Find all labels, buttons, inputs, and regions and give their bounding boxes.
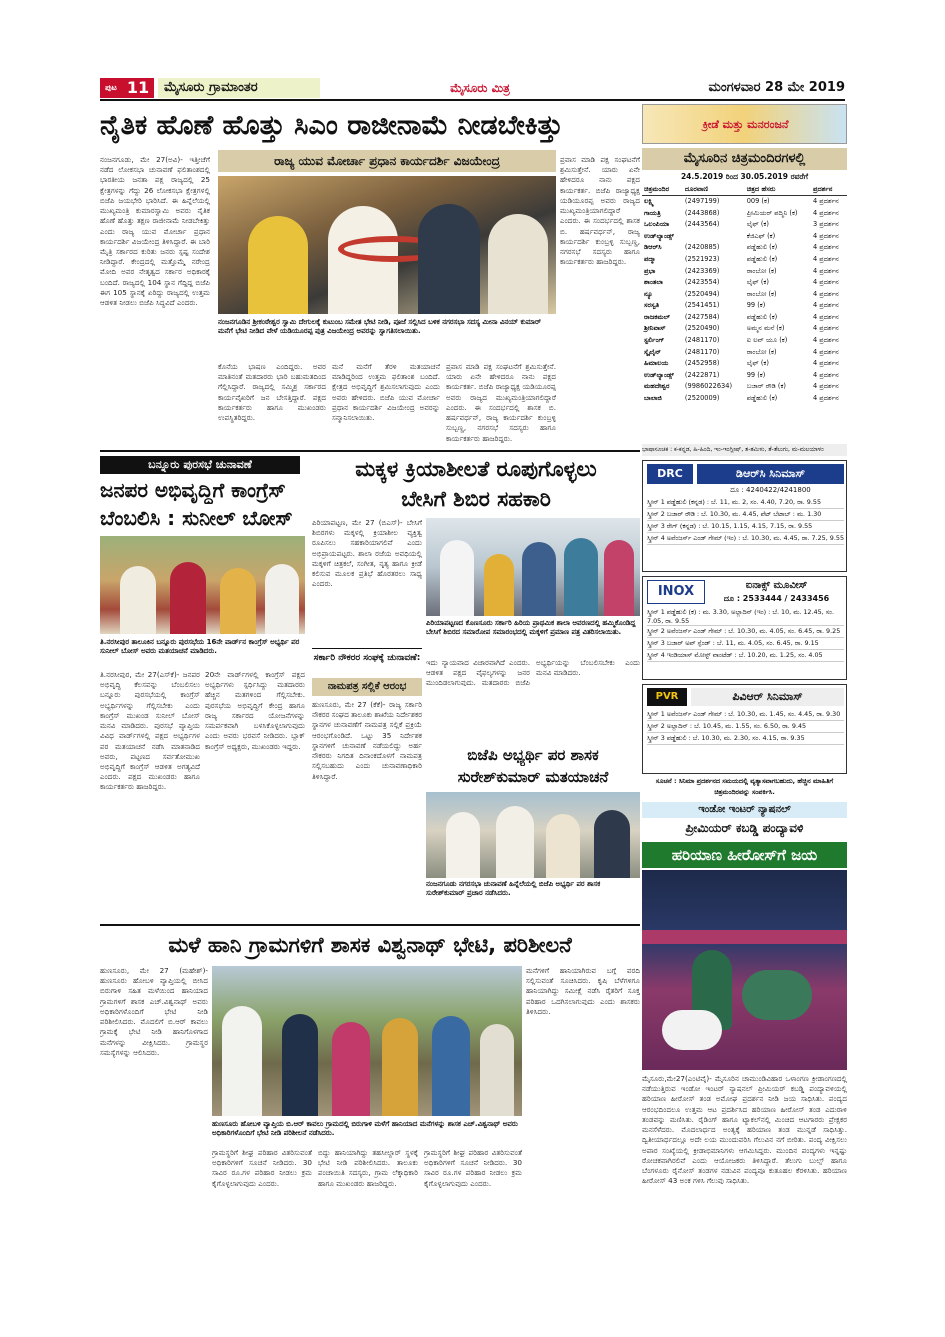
cinema-film: ಐ ಲವ್ ಯೂ (ಕ): [746, 336, 788, 345]
cinema-film: ಪಡ್ಡೆಹುಲಿ (ಕ): [746, 312, 778, 321]
cinema-shows: 4 ಪ್ರದರ್ಶನ: [812, 324, 839, 333]
cinema-theatre: ಶಾಂತಲಾ: [644, 278, 663, 287]
cinema-date-range: 24.5.2019 ರಿಂದ 30.05.2019 ರವರೆಗೆ: [680, 172, 809, 181]
lead-photo-caption: ನಂಜನಗೂಡಿನ ಶ್ರೀಕಂಠೇಶ್ವರ ಸ್ವಾಮಿ ದೇಗುಲಕ್ಕೆ ಕುಟುಂಬ ಸಮೇತ ಭೇಟಿ ನೀಡಿ, ಪೂಜೆ ಸಲ್ಲಿಸಿದ ಬಳಿಕ ನಗರಸಭಾ ಸದಸ್ಯ ಮೀನಾ ವಿನಯ್ ಕುಮಾರ್ ಮನೆಗೆ ಭೇಟಿ ನೀಡಿದ ವೇಳೆ ಯಡಿಯೂರಪ್ಪ ಪುತ್ರ ವಿಜಯೇಂದ್ರ ಅವರನ್ನು ಸ್ವಾಗತಿಸಲಾಯಿತು.: [218, 318, 541, 336]
cinema-title: ಮೈಸೂರಿನ ಚಿತ್ರಮಂದಿರಗಳಲ್ಲಿ: [642, 148, 847, 170]
drc-logo: DRC: [647, 464, 693, 484]
cinema-shows: 4 ಪ್ರದರ್ಶನ: [812, 370, 839, 379]
job-rule: [312, 648, 422, 649]
cinema-row: [642, 196, 847, 208]
rain-column-3: ಬಿದ್ದು ಹಾನಿಯಾಗಿದ್ದು ತಹಸೀಲ್ದಾರ್ ಸ್ಥಳಕ್ಕೆ ಭೇಟಿ ನೀಡಿ ಪರಿಶೀಲಿಸಿದರು. ತಾಲೂಕು ಪಂಚಾಯಿತಿ ಸದಸ್ಯರು, ಗ್ರಾಮ ಲೆಕ್ಕಾಧಿಕಾರಿ ಹಾಗೂ ಮುಖಂಡರು ಹಾಜರಿದ್ದರು.: [318, 1148, 418, 1188]
cinema-row: [642, 370, 847, 382]
cinema-legend: ಭಾಷಾಸೂಚಕ : ಕ-ಕನ್ನಡ, ಹಿ-ಹಿಂದಿ, ಇಂ-ಇಂಗ್ಲೀಷ್, ತ-ತಮಿಳು, ತೆ-ತೆಲುಗು, ಮ-ಮಲಯಾಳಂ: [642, 444, 847, 456]
lead-headline: ನೈತಿಕ ಹೊಣೆ ಹೊತ್ತು ಸಿಎಂ ರಾಜೀನಾಮೆ ನೀಡಬೇಕಿತ್ತು: [100, 110, 563, 141]
cinema-film: 99 (ಕ): [746, 301, 766, 310]
lead-column-2: ಕೊನೆಯ ಭಾಷಣ ಎಂದಿದ್ದರು. ಅವರ ಮಾತಿನಂತೆ ಮತದಾರರು ಭಾರಿ ಬಹುಮತದಿಂದ ಗೆಲ್ಲಿಸಿದ್ದಾರೆ. ರಾಜ್ಯದಲ್ಲಿ ಸಮ್ಮಿಶ್ರ ಸರ್ಕಾರದ ಕಾರ್ಯವೈಖರಿಗೆ ಜನ ಬೇಸತ್ತಿದ್ದಾರೆ. ಪಕ್ಷದ ಕಾರ್ಯಕರ್ತರು ಹಾಗೂ ಮುಖಂಡರು ಉಪಸ್ಥಿತರಿದ್ದರು.: [218, 362, 326, 423]
cinema-theatre: ಶ್ರೀನಿವಾಸ್: [644, 324, 666, 333]
drc-phone: ದೂ : 4240422/4241800: [730, 486, 811, 494]
cinema-theatre: ಪದ್ಮಾ: [644, 254, 656, 263]
cinema-row: [642, 288, 847, 300]
cinema-row: [642, 265, 847, 277]
rain-column-1: ಹುಣಸೂರು, ಮೇ 27 (ಮಹೇಶ್)- ಹುಣಸೂರು ಹೋಬಳಿ ವ್ಯಾಪ್ತಿಯಲ್ಲಿ ಬೀಸಿದ ಬಿರುಗಾಳಿ ಸಹಿತ ಮಳೆಯಿಂದ ಹಾನಿಯಾದ ಗ್ರಾಮಗಳಿಗೆ ಶಾಸಕ ಎಚ್.ವಿಶ್ವನಾಥ್ ಅವರು ಅಧಿಕಾರಿಗಳೊಂದಿಗೆ ಭೇಟಿ ನೀಡಿ ಪರಿಶೀಲಿಸಿದರು. ಮೊದಲಿಗೆ ಬಿ.ಆರ್ ಕಾವಲು ಗ್ರಾಮಕ್ಕೆ ಭೇಟಿ ನೀಡಿ ಹಾನಿಗೊಳಗಾದ ಮನೆಗಳನ್ನು ವೀಕ್ಷಿಸಿದರು. ಗ್ರಾಮಸ್ಥರ ಸಮಸ್ಯೆಗಳನ್ನು ಆಲಿಸಿದರು.: [100, 966, 208, 1057]
sunil-kicker: ಬನ್ನೂರು ಪುರಸಭೆ ಚುನಾವಣೆ: [100, 456, 300, 474]
cinema-shows: 4 ಪ್ರದರ್ಶನ: [812, 359, 839, 368]
col-shows: ಪ್ರದರ್ಶನ: [812, 185, 833, 194]
cinema-phone: (2521923): [684, 254, 720, 263]
col-film: ಚಿತ್ರದ ಹೆಸರು: [746, 185, 776, 194]
cinema-shows: 4 ಪ್ರದರ್ಶನ: [812, 231, 839, 240]
col-theatre: ಚಿತ್ರಮಂದಿರ: [644, 185, 670, 194]
showtime-row: ಸ್ಕ್ರೀನ್ 2 ಅವೆಂಜರ್ಸ್ ಎಂಡ್ ಗೇಮ್ : ಬೆ. 10.30, ಮ. 4.05, ಸಂ. 6.45, ರಾ. 9.25: [647, 626, 844, 638]
cinema-theatre: ಹಿಮಾಲಯ: [644, 359, 669, 368]
cinema-shows: 4 ಪ್ರದರ್ಶನ: [812, 289, 839, 298]
drc-ad: [642, 460, 847, 572]
cinema-table-wrap: [642, 184, 847, 442]
cinema-phone: (2541451): [684, 301, 720, 310]
inox-title: ಐನಾಕ್ಸ್ ಮೂವೀಸ್: [745, 580, 808, 591]
rain-column-4: ಮನೆಗಳಿಗೆ ಹಾನಿಯಾಗಿರುವ ಬಗ್ಗೆ ವರದಿ ಸಲ್ಲಿಸುವಂತೆ ಸೂಚಿಸಿದರು. ಕೃಷಿ ಬೆಳೆಗಳಿಗೂ ಹಾನಿಯಾಗಿದ್ದು ಸಮೀಕ್ಷೆ ನಡೆಸಿ ರೈತರಿಗೆ ಸೂಕ್ತ ಪರಿಹಾರ ಒದಗಿಸಲಾಗುವುದು ಎಂದು ಶಾಸಕರು ತಿಳಿಸಿದರು.: [526, 966, 640, 1016]
cinema-film: ರಾಂಬೋ (ಕ): [746, 347, 777, 356]
cinema-shows: 4 ಪ್ರದರ್ಶನ: [812, 394, 839, 403]
cinema-film: ರಾಂಬೋ (ಕ): [746, 289, 777, 298]
job-headline: ನಾಮಪತ್ರ ಸಲ್ಲಿಕೆ ಆರಂಭ: [312, 678, 422, 696]
cinema-phone: [683, 230, 745, 242]
cinema-row: [642, 230, 847, 242]
cinema-film: ಪ್ರೀಮಿಯರ್ ಪದ್ಮಿನಿ (ಕ): [746, 208, 798, 217]
cinema-film: ಲೈಫ್ (ಕ): [746, 359, 769, 368]
cinema-row: [642, 219, 847, 231]
cinema-row: [642, 346, 847, 358]
rain-headline: ಮಳೆ ಹಾನಿ ಗ್ರಾಮಗಳಿಗೆ ಶಾಸಕ ವಿಶ್ವನಾಥ್ ಭೇಟಿ, ಪರಿಶೀಲನೆ: [168, 933, 572, 957]
cinema-film: 009 (ಕ): [746, 197, 770, 206]
lead-column-4: ಪ್ರವಾಸ ಮಾಡಿ ಪಕ್ಷ ಸಂಘಟನೆಗೆ ಶ್ರಮಿಸುತ್ತೇನೆ. ಯಾರು ಏನೇ ಹೇಳಿದರೂ ನಾನು ಪಕ್ಷದ ಕಾರ್ಯಕರ್ತ. ಬಿಜೆಪಿ ರಾಜ್ಯಾಧ್ಯಕ್ಷ ಯಡಿಯೂರಪ್ಪ ಅವರು ರಾಜ್ಯದ ಮುಖ್ಯಮಂತ್ರಿಯಾಗಲಿದ್ದಾರೆ ಎಂದರು. ಈ ಸಂದರ್ಭದಲ್ಲಿ ಶಾಸಕ ಬಿ. ಹರ್ಷವರ್ಧನ್, ರಾಜ್ಯ ಕಾರ್ಯದರ್ಶಿ ಕುಂಬ್ರಳ್ಳಿ ಸುಬ್ಬಣ್ಣ, ನಗರಸಭೆ ಸದಸ್ಯರು ಹಾಗೂ ಕಾರ್ಯಕರ್ತರು ಹಾಜರಿದ್ದರು.: [446, 362, 556, 443]
sunil-headline-1: ಜನಪರ ಅಭಿವೃದ್ಧಿಗೆ ಕಾಂಗ್ರೆಸ್: [100, 478, 286, 502]
sunil-column-1: ತಿ.ನರಸೀಪುರ, ಮೇ 27(ಎಸ್‌ಕೆ)- ಜನಪರ ಅಭಿವೃದ್ಧಿ ಕೆಲಸವನ್ನು ಬೆಂಬಲಿಸಲು ಬನ್ನೂರು ಪುರಸಭೆಯಲ್ಲಿ ಕಾಂಗ್ರೆಸ್ ಅಭ್ಯರ್ಥಿಗಳನ್ನು ಗೆಲ್ಲಿಸಬೇಕು ಎಂದು ಕಾಂಗ್ರೆಸ್ ಮುಖಂಡ ಸುನೀಲ್ ಬೋಸ್ ಮನವಿ ಮಾಡಿದರು. ಪುರಸಭೆ ವ್ಯಾಪ್ತಿಯ ವಿವಿಧ ವಾರ್ಡ್‌ಗಳಲ್ಲಿ ಪಕ್ಷದ ಅಭ್ಯರ್ಥಿಗಳ ಪರ ಮತಯಾಚನೆ ನಡೆಸಿ ಮಾತನಾಡಿದ ಅವರು, ಪಟ್ಟಣದ ಸರ್ವತೋಮುಖ ಅಭಿವೃದ್ಧಿಗೆ ಕಾಂಗ್ರೆಸ್ ಆಡಳಿತ ಅಗತ್ಯವಿದೆ ಎಂದರು. ಪಕ್ಷದ ಮುಖಂಡರು ಹಾಗೂ ಕಾರ್ಯಕರ್ತರು ಹಾಜರಿದ್ದರು.: [100, 670, 200, 792]
sports-banner-label: ಕ್ರೀಡೆ ಮತ್ತು ಮನರಂಜನೆ: [702, 118, 789, 131]
showtime-row: ಸ್ಕ್ರೀನ್ 3 ಪಡ್ಡೆಹುಲಿ : ಬೆ. 10.30, ಮ. 2.30, ಸಂ. 4.15, ರಾ. 9.35: [647, 733, 844, 745]
cinema-phone: (2423369): [684, 266, 720, 275]
sports-banner: [642, 104, 847, 144]
inox-phone: ದೂ : 2533444 / 2433456: [723, 594, 830, 603]
header-rule: [100, 99, 845, 101]
camp-photo: [426, 518, 640, 616]
cinema-phone: (2520009): [684, 394, 720, 403]
bottom-rule: [100, 924, 640, 926]
cinema-theatre: ಉಡ್‌ಲ್ಯಾಂಡ್ಸ್: [644, 370, 674, 379]
camp-body: ಪಿರಿಯಾಪಟ್ಟಣ, ಮೇ 27 (ಬಿಎಸ್)- ಬೇಸಿಗೆ ಶಿಬಿರಗಳು ಮಕ್ಕಳಲ್ಲಿ ಕ್ರಿಯಾಶೀಲ ವ್ಯಕ್ತಿತ್ವ ರೂಪಿಸಲು ಸಹಕಾರಿಯಾಗಲಿವೆ ಎಂದು ಅಭಿಪ್ರಾಯಪಟ್ಟರು. ಶಾಲಾ ರಜೆಯ ಅವಧಿಯಲ್ಲಿ ಮಕ್ಕಳಿಗೆ ಚಿತ್ರಕಲೆ, ಸಂಗೀತ, ನೃತ್ಯ ಹಾಗೂ ಕ್ರೀಡೆ ಕಲಿಸುವ ಮೂಲಕ ಪ್ರತಿಭೆ ಹೊರತರಲು ಸಾಧ್ಯ ಎಂದರು.: [312, 518, 422, 589]
cinema-theatre: ಡಿಆರ್‌ಸಿ: [644, 243, 662, 252]
camp-headline-1: ಮಕ್ಕಳ ಕ್ರಿಯಾಶೀಲತೆ ರೂಪುಗೊಳ್ಳಲು: [355, 457, 597, 481]
cinema-film: ಪಡ್ಡೆಹುಲಿ (ಕ): [746, 243, 778, 252]
sunil-headline-2: ಬೆಂಬಲಿಸಿ : ಸುನೀಲ್ ಬೋಸ್: [100, 506, 293, 530]
cinema-row: [642, 323, 847, 335]
lead-photo: [218, 176, 556, 314]
showtime-row: ಸ್ಕ್ರೀನ್ 3 ರೇಗ್ (ಕನ್ನಡ) : ಬೆ. 10.15, 1.15, 4.15, 7.15, ರಾ. 9.55: [647, 521, 844, 533]
showtime-row: ಸ್ಕ್ರೀನ್ 4 ಇಂಡಿಯಾಸ್ ಮೋಸ್ಟ್ ವಾಂಟೆಡ್ : ಬೆ. 10.20, ಮ. 1.25, ಸಂ. 4.05: [647, 650, 844, 662]
cinema-shows: 4 ಪ್ರದರ್ಶನ: [812, 208, 839, 217]
sunil-column-2: 20ನೇ ವಾರ್ಡ್‌ಗಳಲ್ಲಿ ಕಾಂಗ್ರೆಸ್ ಪಕ್ಷದ ಅಭ್ಯರ್ಥಿಗಳು ಸ್ಪರ್ಧಿಸಿದ್ದು ಮತದಾರರು ಹೆಚ್ಚಿನ ಮತಗಳಿಂದ ಗೆಲ್ಲಿಸಬೇಕು. ಪುರಸಭೆಯ ಅಭಿವೃದ್ಧಿಗೆ ಕೇಂದ್ರ ಹಾಗೂ ರಾಜ್ಯ ಸರ್ಕಾರದ ಯೋಜನೆಗಳನ್ನು ಸಮರ್ಪಕವಾಗಿ ಬಳಸಿಕೊಳ್ಳಲಾಗುವುದು ಎಂದು ಅವರು ಭರವಸೆ ನೀಡಿದರು. ಬ್ಲಾಕ್ ಕಾಂಗ್ರೆಸ್ ಅಧ್ಯಕ್ಷರು, ಮುಖಂಡರು ಇದ್ದರು.: [205, 670, 305, 751]
rain-column-2: ಗ್ರಾಮಸ್ಥರಿಗೆ ಶೀಘ್ರ ಪರಿಹಾರ ವಿತರಿಸುವಂತೆ ಅಧಿಕಾರಿಗಳಿಗೆ ಸೂಚನೆ ನೀಡಿದರು. 30 ಸಾವಿರ ರೂ.ಗಳ ಪರಿಹಾರ ನೀಡಲು ಕ್ರಮ ಕೈಗೊಳ್ಳಲಾಗುವುದು ಎಂದರು.: [212, 1148, 312, 1188]
cinema-table: [642, 184, 847, 404]
cinema-shows: 4 ಪ್ರದರ್ಶನ: [812, 336, 839, 345]
cinema-phone: (2520490): [684, 324, 720, 333]
suresh-photo: [426, 792, 640, 878]
cinema-theatre: ಸರಸ್ವತಿ: [644, 301, 660, 310]
kabaddi-photo: [642, 870, 847, 1070]
lead-column-1: ನಂಜನಗೂಡು, ಮೇ 27(ಅವಿ)- ಇತ್ತೀಚೆಗೆ ನಡೆದ ಲೋಕಸಭಾ ಚುನಾವಣೆ ಫಲಿತಾಂಶದಲ್ಲಿ ಭಾರತೀಯ ಜನತಾ ಪಕ್ಷ ರಾಜ್ಯದಲ್ಲಿ 25 ಕ್ಷೇತ್ರಗಳನ್ನು ಗೆದ್ದು 26 ಲೋಕಸಭಾ ಕ್ಷೇತ್ರಗಳಲ್ಲಿ ಬಿಜೆಪಿ ಜಯಭೇರಿ ಭಾರಿಸಿದೆ. ಈ ಹಿನ್ನೆಲೆಯಲ್ಲಿ ಮುಖ್ಯಮಂತ್ರಿ ಕುಮಾರಸ್ವಾಮಿ ಅವರು ನೈತಿಕ ಹೊಣೆ ಹೊತ್ತು ತಕ್ಷಣ ರಾಜೀನಾಮೆ ನೀಡಬೇಕಿತ್ತು ಎಂದು ರಾಜ್ಯ ಯುವ ಮೋರ್ಚಾ ಪ್ರಧಾನ ಕಾರ್ಯದರ್ಶಿ ವಿಜಯೇಂದ್ರ ತಿಳಿಸಿದ್ದಾರೆ. ಈ ಬಾರಿ ಮೈತ್ರಿ ಸರ್ಕಾರದ ಕುರಿತು ಜನರು ಸ್ಪಷ್ಟ ಸಂದೇಶ ನೀಡಿದ್ದಾರೆ. ಕೇಂದ್ರದಲ್ಲಿ ಮತ್ತೊಮ್ಮೆ ನರೇಂದ್ರ ಮೋದಿ ಅವರ ನೇತೃತ್ವದ ಸರ್ಕಾರ ಅಧಿಕಾರಕ್ಕೆ ಬಂದಿದೆ. ರಾಜ್ಯದಲ್ಲಿ 104 ಸ್ಥಾನ ಗೆದ್ದಿದ್ದ ಬಿಜೆಪಿ ಈಗ 105 ಸ್ಥಾನಕ್ಕೆ ಏರಿದ್ದು ರಾಜ್ಯದಲ್ಲಿ ಉತ್ತಮ ಆಡಳಿತ ನೀಡಲು ಬಿಜೆಪಿ ಸಿದ್ಧವಿದೆ ಎಂದರು.: [100, 155, 210, 308]
pvr-ad: [642, 684, 847, 774]
cinema-row: [642, 277, 847, 289]
cinema-shows: 4 ಪ್ರದರ್ಶನ: [812, 197, 839, 206]
cinema-theatre: ಸ್ಟರ್ಲಿಂಗ್: [644, 336, 665, 345]
suresh-photo-caption: ನಂಜನಗೂಡು ನಗರಸಭಾ ಚುನಾವಣೆ ಹಿನ್ನೆಲೆಯಲ್ಲಿ ಬಿಜೆಪಿ ಅಭ್ಯರ್ಥಿ ಪರ ಶಾಸಕ ಸುರೇಶ್‌ಕುಮಾರ್ ಪ್ರಚಾರ ನಡೆಸಿದರು.: [426, 880, 601, 898]
page-number: 11: [122, 78, 154, 98]
mid-rule: [100, 450, 640, 452]
cinema-shows: 4 ಪ್ರದರ್ಶನ: [812, 301, 839, 310]
cinema-phone: (2481170): [684, 336, 720, 345]
cinema-film: ಪಡ್ಡೆಹುಲಿ (ಕ): [746, 254, 778, 263]
cinema-theatre: ಮಹದೇಶ್ವರ: [644, 382, 670, 391]
cinema-row: [642, 207, 847, 219]
cinema-shows: 4 ಪ್ರದರ್ಶನ: [812, 347, 839, 356]
lead-subhead: ರಾಜ್ಯ ಯುವ ಮೋರ್ಚಾ ಪ್ರಧಾನ ಕಾರ್ಯದರ್ಶಿ ವಿಜಯೇಂದ್ರ: [218, 150, 556, 172]
cinema-film: ಲೈಫ್ (ಕ): [746, 278, 769, 287]
cinema-phone: (2427584): [684, 312, 720, 321]
cinema-phone: (2422871): [684, 370, 720, 379]
cinema-film: ಕೆಜಿಎಫ್ (ಕ): [746, 231, 776, 240]
job-body: ಹುಣಸೂರು, ಮೇ 27 (ಕೆಕೆ)- ರಾಜ್ಯ ಸರ್ಕಾರಿ ನೌಕರರ ಸಂಘದ ತಾಲೂಕು ಶಾಖೆಯ ನಿರ್ದೇಶಕರ ಸ್ಥಾನಗಳ ಚುನಾವಣೆಗೆ ನಾಮಪತ್ರ ಸಲ್ಲಿಕೆ ಪ್ರಕ್ರಿಯೆ ಆರಂಭಗೊಂಡಿದೆ. ಒಟ್ಟು 35 ನಿರ್ದೇಶಕ ಸ್ಥಾನಗಳಿಗೆ ಚುನಾವಣೆ ನಡೆಯಲಿದ್ದು ಅರ್ಹ ನೌಕರರು ನಿಗದಿತ ದಿನಾಂಕದೊಳಗೆ ನಾಮಪತ್ರ ಸಲ್ಲಿಸಬಹುದು ಎಂದು ಚುನಾವಣಾಧಿಕಾರಿ ತಿಳಿಸಿದ್ದಾರೆ.: [312, 700, 422, 781]
showtime-row: ಸ್ಕ್ರೀನ್ 1 ಅವೆಂಜರ್ಸ್ ಎಂಡ್ ಗೇಮ್ : ಬೆ. 10.30, ಮ. 1.45, ಸಂ. 4.45, ರಾ. 9.30: [647, 709, 844, 721]
cinema-row: [642, 300, 847, 312]
issue-date: ಮಂಗಳವಾರ 28 ಮೇ 2019: [708, 80, 845, 95]
cinema-theatre: ಪ್ರಭಾ: [644, 266, 656, 275]
rain-photo: [212, 966, 522, 1116]
showtime-row: ಸ್ಕ್ರೀನ್ 1 ಪಡ್ಡೆಹುಲಿ (ಕನ್ನಡ) : ಬೆ. 11, ಮ. 2, ಸಂ. 4.40, 7.20, ರಾ. 9.55: [647, 497, 844, 509]
masthead: ಮೈಸೂರು ಮಿತ್ರ: [450, 81, 510, 95]
cinema-theatre: ಗಾಯತ್ರಿ: [644, 208, 661, 217]
cinema-shows: 4 ಪ್ರದರ್ಶನ: [812, 243, 839, 252]
sunil-photo-caption: ತಿ.ನರಸೀಪುರ ತಾಲೂಕಿನ ಬನ್ನೂರು ಪುರಸಭೆಯ 16ನೇ ವಾರ್ಡ್‌ನ ಕಾಂಗ್ರೆಸ್ ಅಭ್ಯರ್ಥಿ ಪರ ಸುನೀಲ್ ಬೋಸ್ ಅವರು ಮತಯಾಚನೆ ಮಾಡಿದರು.: [100, 638, 300, 656]
cinema-film: ರಾಂಬೋ (ಕ): [746, 266, 777, 275]
inox-ad: [642, 576, 847, 680]
cinema-table-header: [642, 184, 847, 196]
cinema-shows: 4 ಪ್ರದರ್ಶನ: [812, 382, 839, 391]
cinema-phone: (2481170): [684, 347, 720, 356]
cinema-shows: 3 ಪ್ರದರ್ಶನ: [812, 220, 839, 229]
cinema-shows: 4 ಪ್ರದರ್ಶನ: [812, 312, 839, 321]
drc-title: ಡಿಆರ್‌ಸಿ ಸಿನಿಮಾಸ್: [697, 464, 844, 484]
kabaddi-headline: ಹರಿಯಾಣ ಹೀರೋಸ್‌ಗೆ ಜಯ: [642, 842, 847, 868]
cinema-row: [642, 393, 847, 405]
cinema-row: [642, 381, 847, 393]
inox-showtimes: [647, 607, 844, 679]
cinema-theatre: ಸ್ಕೈಲೈನ್: [644, 347, 661, 356]
col-phone: ದೂರವಾಣಿ: [684, 185, 709, 194]
sunil-photo: [100, 536, 305, 634]
kabaddi-body: ಮೈಸೂರು,ಮೇ27(ಎಂಟಿವೈ)- ಮೈಸೂರಿನ ಚಾಮುಂಡಿವಿಹಾರ ಒಳಾಂಗಣ ಕ್ರೀಡಾಂಗಣದಲ್ಲಿ ನಡೆಯುತ್ತಿರುವ ಇಂಡೋ ಇಂಟರ್ ನ್ಯಾಷನಲ್ ಪ್ರೀಮಿಯರ್ ಕಬಡ್ಡಿ ಪಂದ್ಯಾವಳಿಯಲ್ಲಿ ಹರಿಯಾಣ ಹೀರೋಸ್ ತಂಡ ಅಮೋಘ ಪ್ರದರ್ಶನ ನೀಡಿ ಜಯ ಸಾಧಿಸಿತು. ಪಂದ್ಯದ ಆರಂಭದಿಂದಲೂ ಉತ್ತಮ ಆಟ ಪ್ರದರ್ಶಿಸಿದ ಹರಿಯಾಣ ಹೀರೋಸ್ ತಂಡ ಎದುರಾಳಿ ತಂಡವನ್ನು ಮಣಿಸಿತು. ರೈಡಿಂಗ್ ಹಾಗೂ ಟ್ಯಾಕಲ್‌ನಲ್ಲಿ ಮಿಂಚಿದ ಆಟಗಾರರು ಪ್ರೇಕ್ಷಕರ ಮನಸೆಳೆದರು. ಮೊದಲಾರ್ಧದ ಅಂತ್ಯಕ್ಕೆ ಹರಿಯಾಣ ತಂಡ ಮುನ್ನಡೆ ಸಾಧಿಸಿತ್ತು. ದ್ವಿತೀಯಾರ್ಧದಲ್ಲೂ ಅದೇ ಲಯ ಮುಂದುವರಿಸಿ ಗೆಲುವಿನ ನಗೆ ಬೀರಿತು. ಪಂದ್ಯ ವೀಕ್ಷಿಸಲು ಅಪಾರ ಸಂಖ್ಯೆಯಲ್ಲಿ ಕ್ರೀಡಾಭಿಮಾನಿಗಳು ಆಗಮಿಸಿದ್ದರು. ಮುಂದಿನ ಪಂದ್ಯಗಳು ಇನ್ನಷ್ಟು ರೋಚಕವಾಗಿರಲಿವೆ ಎಂದು ಆಯೋಜಕರು ತಿಳಿಸಿದ್ದಾರೆ. ತೆಲುಗು ಬುಲ್ಸ್ ಹಾಗೂ ಬೆಂಗಳೂರು ರೈನೋಸ್ ತಂಡಗಳ ನಡುವಿನ ಪಂದ್ಯವೂ ಕುತೂಹಲ ಕೆರಳಿಸಿತು. ಹರಿಯಾಣ ಹೀರೋಸ್ 43 ಅಂಕ ಗಳಿಸಿ ಗೆಲುವು ಸಾಧಿಸಿತು.: [642, 1074, 847, 1186]
cinema-phone: (2423554): [684, 278, 720, 287]
showtime-row: ಸ್ಕ್ರೀನ್ 2 ಬಜಾರ್ ರೌಡಿ : ಬೆ. 10.30, ಮ. 4.45, ಪೆಟ್ ಬೆಟಾಬ್ : ಮ. 1.30: [647, 509, 844, 521]
rain-photo-caption: ಹುಣಸೂರು ಹೋಬಳಿ ವ್ಯಾಪ್ತಿಯ ಬಿ.ಆರ್ ಕಾವಲು ಗ್ರಾಮದಲ್ಲಿ ಬಿರುಗಾಳಿ ಮಳೆಗೆ ಹಾನಿಯಾದ ಮನೆಗಳನ್ನು ಶಾಸಕ ಎಚ್.ವಿಶ್ವನಾಥ್ ಅವರು ಅಧಿಕಾರಿಗಳೊಂದಿಗೆ ಭೇಟಿ ನೀಡಿ ಪರಿಶೀಲನೆ ನಡೆಸಿದರು.: [212, 1120, 518, 1138]
cinema-phone: (2420885): [684, 243, 720, 252]
cinema-theatre: ಲಕ್ಷ್ಮಿ: [644, 197, 654, 206]
cinema-shows: 4 ಪ್ರದರ್ಶನ: [812, 278, 839, 287]
cinema-phone: (9986022634): [684, 382, 733, 391]
cinema-row: [642, 254, 847, 266]
cinema-theatre: ನ್ಯೂ: [644, 289, 653, 298]
cinema-shows: 4 ಪ್ರದರ್ಶನ: [812, 254, 839, 263]
cinema-theatre: ಉಡ್‌ಲ್ಯಾಂಡ್ಸ್: [644, 231, 674, 240]
cinema-phone: (2452958): [684, 359, 720, 368]
cinema-phone: (2497199): [684, 197, 720, 206]
cinema-theatre: ಬಾಲಾಜಿ: [644, 394, 662, 403]
pvr-logo: PVR: [647, 688, 687, 706]
cinema-phone: (2443564): [684, 220, 720, 229]
pvr-title: ಪಿವಿಆರ್ ಸಿನಿಮಾಸ್: [691, 688, 844, 706]
cinema-phone: (2443868): [684, 208, 720, 217]
cinema-theatre: ರಾಜಕಮಲ್: [644, 312, 670, 321]
cinema-film: ಲೈಫ್ (ಕ): [746, 220, 769, 229]
cinema-row: [642, 358, 847, 370]
kabaddi-kicker-2: ಪ್ರೀಮಿಯರ್ ಕಬಡ್ಡಿ ಪಂದ್ಯಾವಳಿ: [685, 821, 804, 835]
cinema-film: 99 (ಕ): [746, 370, 766, 379]
drc-showtimes: [647, 497, 844, 571]
cinema-film: ಪಡ್ಡೆಹುಲಿ (ಕ): [746, 394, 778, 403]
cinema-theatre: ಒಲಂಪಿಯಾ: [644, 220, 670, 229]
showtime-row: ಸ್ಕ್ರೀನ್ 2 ಅಲ್ಲಾದಿನ್ : ಬೆ. 10.45, ಮ. 1.55, ಸಂ. 6.50, ರಾ. 9.45: [647, 721, 844, 733]
cinema-phone: (2520494): [684, 289, 720, 298]
section-name: ಮೈಸೂರು ಗ್ರಾಮಾಂತರ: [158, 78, 320, 98]
lead-column-4b: ಪ್ರವಾಸ ಮಾಡಿ ಪಕ್ಷ ಸಂಘಟನೆಗೆ ಶ್ರಮಿಸುತ್ತೇನೆ. ಯಾರು ಏನೇ ಹೇಳಿದರೂ ನಾನು ಪಕ್ಷದ ಕಾರ್ಯಕರ್ತ. ಬಿಜೆಪಿ ರಾಜ್ಯಾಧ್ಯಕ್ಷ ಯಡಿಯೂರಪ್ಪ ಅವರು ರಾಜ್ಯದ ಮುಖ್ಯಮಂತ್ರಿಯಾಗಲಿದ್ದಾರೆ ಎಂದರು. ಈ ಸಂದರ್ಭದಲ್ಲಿ ಶಾಸಕ ಬಿ. ಹರ್ಷವರ್ಧನ್, ರಾಜ್ಯ ಕಾರ್ಯದರ್ಶಿ ಕುಂಬ್ರಳ್ಳಿ ಸುಬ್ಬಣ್ಣ, ನಗರಸಭೆ ಸದಸ್ಯರು ಹಾಗೂ ಕಾರ್ಯಕರ್ತರು ಹಾಜರಿದ್ದರು.: [560, 155, 640, 267]
camp-headline-2: ಬೇಸಿಗೆ ಶಿಬಿರ ಸಹಕಾರಿ: [401, 487, 551, 511]
camp-photo-caption: ಪಿರಿಯಾಪಟ್ಟಣದ ಕೊಣಸೂರು ಸರ್ಕಾರಿ ಹಿರಿಯ ಪ್ರಾಥಮಿಕ ಶಾಲಾ ಆವರಣದಲ್ಲಿ ಹಮ್ಮಿಕೊಂಡಿದ್ದ ಬೇಸಿಗೆ ಶಿಬಿರದ ಸಮಾರೋಪ ಸಮಾರಂಭದಲ್ಲಿ ಮಕ್ಕಳಿಗೆ ಪ್ರಮಾಣ ಪತ್ರ ವಿತರಿಸಲಾಯಿತು.: [426, 619, 636, 637]
showtime-row: ಸ್ಕ್ರೀನ್ 3 ಬಜಾರ್ ಅಪ್ ಸ್ಪೆಂಡ್ : ಬೆ. 11, ಮ. 4.05, ಸಂ. 6.45, ರಾ. 9.15: [647, 638, 844, 650]
pvr-showtimes: [647, 709, 844, 773]
suresh-body: ಇದು ನ್ಯಾಯವಾದ ವಿಚಾರವಾಗಿದೆ ಎಂದರು. ಆಡಳಿತ ಪಕ್ಷದ ವೈಫಲ್ಯಗಳನ್ನು ಜನರ ಮುಂದಿಡಲಾಗುವುದು. ಮತದಾರರು ಬಿಜೆಪಿ ಅಭ್ಯರ್ಥಿಯನ್ನು ಬೆಂಬಲಿಸಬೇಕು ಎಂದು ಮನವಿ ಮಾಡಿದರು.: [426, 658, 640, 688]
cinema-shows: 4 ಪ್ರದರ್ಶನ: [812, 266, 839, 275]
cinema-film: ಬಜಾರ್ ರೌಡಿ (ಕ): [746, 382, 786, 391]
rain-column-3b: ಗ್ರಾಮಸ್ಥರಿಗೆ ಶೀಘ್ರ ಪರಿಹಾರ ವಿತರಿಸುವಂತೆ ಅಧಿಕಾರಿಗಳಿಗೆ ಸೂಚನೆ ನೀಡಿದರು. 30 ಸಾವಿರ ರೂ.ಗಳ ಪರಿಹಾರ ನೀಡಲು ಕ್ರಮ ಕೈಗೊಳ್ಳಲಾಗುವುದು ಎಂದರು.: [424, 1148, 522, 1188]
lead-column-3: ಮನೆ ಮನೆಗೆ ತೆರಳಿ ಮತಯಾಚನೆ ಮಾಡಿದ್ದರಿಂದ ಉತ್ತಮ ಫಲಿತಾಂಶ ಬಂದಿದೆ. ಕ್ಷೇತ್ರದ ಅಭಿವೃದ್ಧಿಗೆ ಶ್ರಮಿಸಲಾಗುವುದು ಎಂದು ಅವರು ಹೇಳಿದರು. ಬಿಜೆಪಿ ಯುವ ಮೋರ್ಚಾ ಪ್ರಧಾನ ಕಾರ್ಯದರ್ಶಿ ವಿಜಯೇಂದ್ರ ಅವರನ್ನು ಸನ್ಮಾನಿಸಲಾಯಿತು.: [332, 362, 440, 423]
suresh-headline-1: ಬಿಜೆಪಿ ಅಭ್ಯರ್ಥಿ ಪರ ಶಾಸಕ: [467, 746, 599, 764]
inox-logo: INOX: [647, 580, 705, 604]
showtime-row: ಸ್ಕ್ರೀನ್ 4 ಅವೆಂಜರ್ಸ್ ಎಂಡ್ ಗೇಮ್ (ಇಂ) : ಬೆ. 10.30, ಮ. 4.45, ರಾ. 7.25, 9.55: [647, 533, 844, 545]
cinema-row: [642, 312, 847, 324]
cinema-note: ಸೂಚನೆ : ಸಿನಿಮಾ ಪ್ರದರ್ಶನದ ಸಮಯದಲ್ಲಿ ವ್ಯತ್ಯಾಸವಾಗಬಹುದು, ಹೆಚ್ಚಿನ ಮಾಹಿತಿಗೆ ಚಿತ್ರಮಂದಿರವನ್ನು ಸಂಪರ್ಕಿಸಿ.: [655, 777, 834, 796]
page-label: ಪುಟ: [100, 78, 122, 98]
cinema-row: [642, 242, 847, 254]
showtime-row: ಸ್ಕ್ರೀನ್ 1 ಪಡ್ಡೆಹುಲಿ (ಕ) : ಮ. 3.30, ಅಲ್ಲಾದಿನ್ (ಇಂ) : ಬೆ. 10, ಮ. 12.45, ಸಂ. 7.05, ರಾ. 9.55: [647, 607, 844, 626]
cinema-row: [642, 335, 847, 347]
cinema-film: ಅಮ್ಮನ ಮನೆ (ಕ): [746, 324, 785, 333]
job-kicker: ಸರ್ಕಾರಿ ನೌಕರರ ಸಂಘಕ್ಕೆ ಚುನಾವಣೆ:: [313, 653, 421, 663]
kabaddi-kicker-1: ಇಂಡೋ ಇಂಟರ್ ನ್ಯಾಷನಲ್: [642, 802, 847, 818]
suresh-headline-2: ಸುರೇಶ್‌ಕುಮಾರ್ ಮತಯಾಚನೆ: [457, 768, 609, 786]
